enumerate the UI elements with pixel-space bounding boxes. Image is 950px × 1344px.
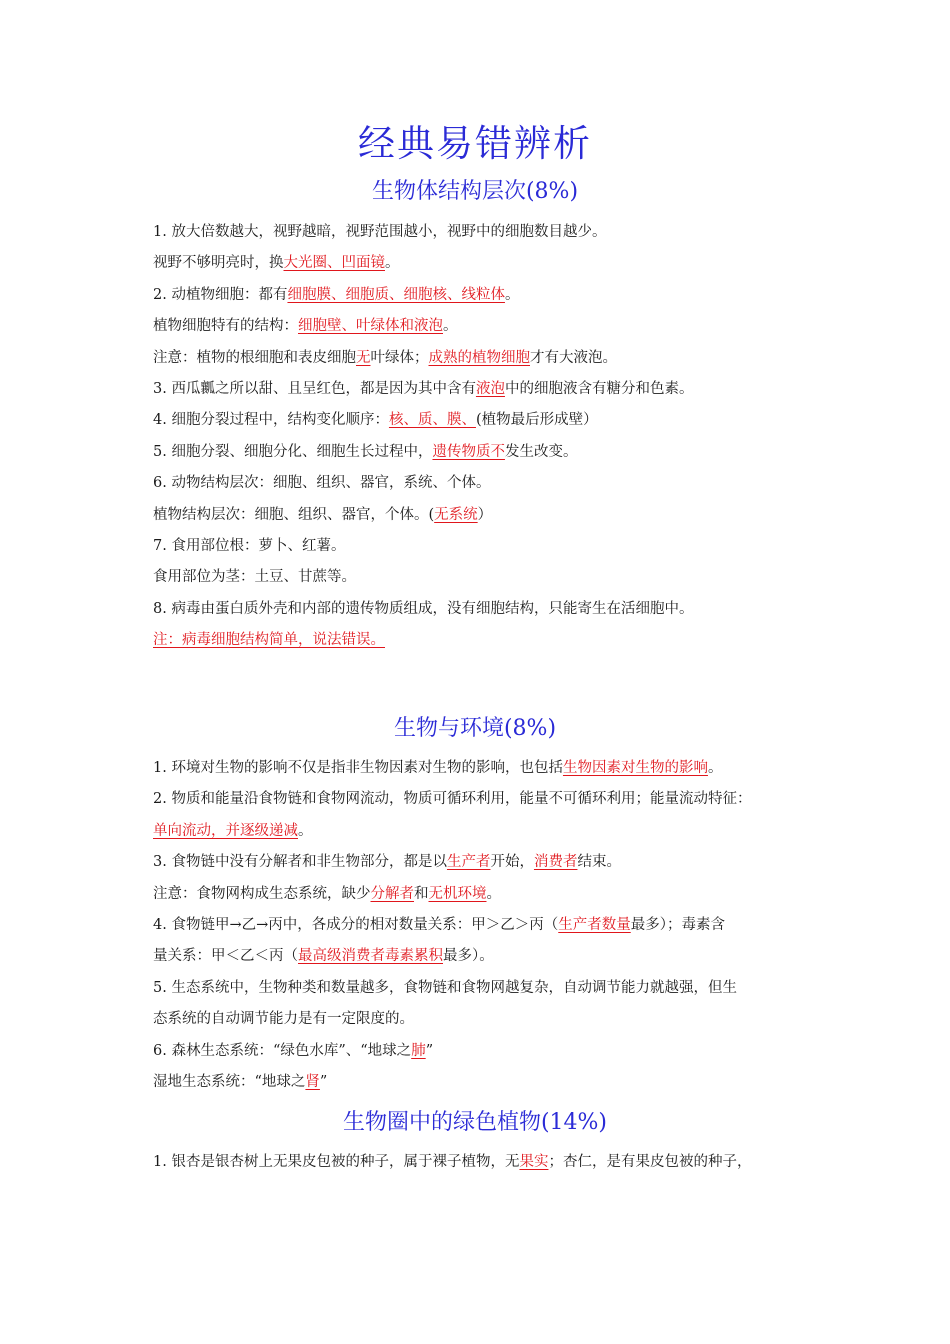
text-segment: 注意：食物网构成生态系统，缺少 — [153, 885, 371, 902]
text-segment: 1. 环境对生物的影响不仅是指非生物因素对生物的影响，也包括 — [153, 760, 563, 776]
text-segment: ；杏仁，是有果皮包被的种子， — [548, 1154, 752, 1170]
text-line — [153, 883, 803, 905]
document-title: 经典易错辨析 — [358, 122, 592, 165]
text-segment: 4. 食物链甲→乙→丙中，各成分的相对数量关系：甲＞乙＞丙（ — [153, 917, 559, 933]
highlighted-answer: 分解者 — [370, 885, 414, 902]
text-line — [153, 284, 803, 306]
highlighted-answer: 肺 — [411, 1042, 426, 1059]
text-line — [153, 378, 803, 400]
text-segment: 5. 细胞分裂、细胞分化、细胞生长过程中， — [153, 443, 433, 460]
highlighted-answer: 果实 — [519, 1154, 549, 1170]
text-segment: 1. 放大倍数越大，视野越暗，视野范围越小，视野中的细胞数目越少。 — [153, 224, 607, 240]
text-segment: 才有大液泡。 — [530, 349, 617, 366]
highlighted-answer: 大光圈、凹面镜 — [283, 255, 385, 272]
text-segment: 6. 森林生态系统：“绿色水库”、“地球之 — [153, 1042, 412, 1059]
highlighted-answer: 细胞膜、细胞质、细胞核、线粒体 — [287, 286, 505, 303]
text-segment: 6. 动物结构层次：细胞、组织、器官，系统、个体。 — [153, 475, 491, 492]
text-segment: 5. 生态系统中，生物种类和数量越多，食物链和食物网越复杂，自动调节能力就越强，但生 — [153, 979, 737, 996]
text-line — [153, 851, 803, 873]
text-segment: 1. 银杏是银杏树上无果皮包被的种子，属于裸子植物，无 — [153, 1154, 520, 1170]
text-segment: 2. 动植物细胞：都有 — [153, 286, 288, 303]
text-segment: 湿地生态系统：“地球之 — [153, 1074, 306, 1090]
text-line — [153, 598, 803, 620]
text-segment: 植物细胞特有的结构： — [153, 318, 298, 335]
section-heading: 生物圈中的绿色植物(14%) — [342, 1110, 608, 1135]
text-segment: 注意：植物的根细胞和表皮细胞 — [153, 349, 356, 366]
text-segment: (植物最后形成壁） — [475, 412, 598, 429]
text-segment: 量关系：甲＜乙＜丙（ — [153, 948, 298, 965]
text-line — [153, 945, 803, 967]
highlighted-answer: 无 — [356, 349, 371, 366]
text-segment: 和 — [414, 885, 429, 902]
highlighted-answer: 肾 — [305, 1074, 320, 1090]
text-segment: 3. 食物链中没有分解者和非生物部分，都是以 — [153, 854, 447, 871]
text-line — [153, 566, 803, 588]
text-segment: 7. 食用部位根：萝卜、红薯。 — [153, 538, 346, 554]
text-segment: 结束。 — [577, 854, 621, 871]
text-segment: 食用部位为茎：土豆、甘蔗等。 — [153, 569, 356, 586]
text-segment: 。 — [385, 255, 400, 272]
text-segment: 。 — [486, 885, 501, 902]
highlighted-answer: 生产者 — [446, 854, 491, 871]
text-line — [153, 252, 803, 274]
text-segment: 3. 西瓜瓤之所以甜、且呈红色，都是因为其中含有 — [153, 381, 476, 397]
text-segment: ” — [319, 1074, 328, 1090]
section-heading: 生物与环境(8%) — [393, 716, 557, 741]
text-line — [153, 914, 803, 936]
text-line — [153, 504, 803, 526]
text-segment: 态系统的自动调节能力是有一定限度的。 — [153, 1011, 414, 1028]
text-segment: ” — [425, 1042, 434, 1059]
text-segment: 。 — [504, 286, 520, 303]
text-line — [153, 788, 803, 810]
highlighted-answer: 消费者 — [533, 854, 578, 871]
section-heading: 生物体结构层次(8%) — [371, 179, 579, 204]
highlighted-answer: 核、质、膜、 — [388, 412, 476, 429]
text-line — [153, 409, 803, 431]
highlighted-answer: 最高级消费者毒素累积 — [298, 948, 443, 965]
highlighted-answer: 生物因素对生物的影响 — [562, 760, 708, 776]
highlighted-answer: 无机环境 — [428, 885, 487, 902]
text-segment: 植物结构层次：细胞、组织、器官，个体。( — [153, 506, 435, 523]
highlighted-answer: 液泡 — [475, 381, 505, 397]
text-segment: 4. 细胞分裂过程中，结构变化顺序： — [153, 412, 389, 429]
text-segment: 最多）。 — [443, 948, 494, 965]
text-line — [153, 1071, 803, 1093]
text-segment: 视野不够明亮时，换 — [153, 255, 284, 272]
text-segment: 2. 物质和能量沿食物链和食物网流动，物质可循环利用，能量不可循环利用；能量流动特征： — [153, 791, 752, 808]
text-segment: ） — [477, 506, 493, 523]
highlighted-answer: 遗传物质不 — [432, 443, 505, 460]
text-line — [153, 757, 803, 779]
text-line — [153, 629, 803, 651]
text-line — [153, 1008, 803, 1030]
text-line — [153, 315, 803, 337]
text-segment: 最多）；毒素含 — [630, 917, 725, 933]
highlighted-answer: 细胞壁、叶绿体和液泡 — [298, 318, 443, 335]
highlighted-answer: 成熟的植物细胞 — [428, 349, 530, 366]
text-line — [153, 221, 803, 243]
text-segment: 。 — [707, 760, 723, 776]
text-segment: 开始， — [490, 854, 534, 871]
text-line — [153, 1151, 803, 1173]
text-segment: 发生改变。 — [504, 443, 578, 460]
text-segment: 。 — [298, 822, 313, 839]
text-segment: 中的细胞液含有糖分和色素。 — [504, 381, 694, 397]
text-line — [153, 441, 803, 463]
text-segment: 。 — [443, 318, 458, 335]
text-line — [153, 535, 803, 557]
text-line — [153, 820, 803, 842]
text-segment: 8. 病毒由蛋白质外壳和内部的遗传物质组成，没有细胞结构，只能寄生在活细胞中。 — [153, 600, 694, 617]
highlighted-answer: 生产者数量 — [558, 917, 631, 933]
text-line — [153, 472, 803, 494]
text-line — [153, 977, 803, 999]
highlighted-answer: 注：病毒细胞结构简单，说法错误。 — [153, 632, 385, 649]
text-line — [153, 1040, 803, 1062]
highlighted-answer: 无系统 — [434, 506, 478, 523]
text-line — [153, 347, 803, 369]
text-segment: 叶绿体； — [370, 349, 429, 366]
highlighted-answer: 单向流动，并逐级递减 — [153, 822, 298, 839]
